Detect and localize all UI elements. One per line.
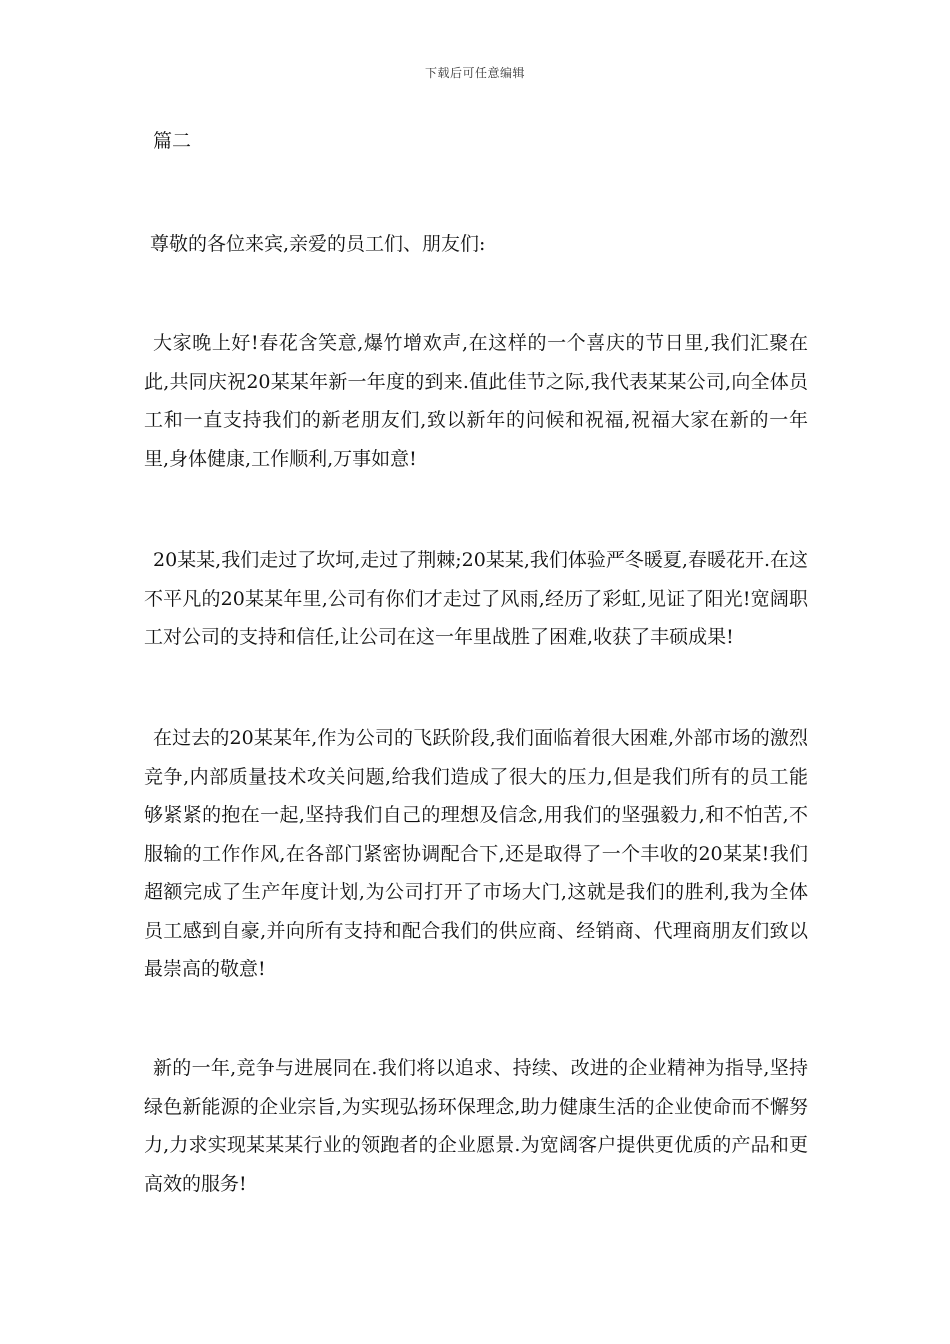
paragraph-greeting: 大家晚上好!春花含笑意,爆竹增欢声,在这样的一个喜庆的节日里,我们汇聚在此,共同庆祝20某某年新一年度的到来.值此佳节之际,我代表某某公司,向全体员工和一直支持我们的新老朋友们,致以新年的问候和祝福,祝福大家在新的一年里,身体健康,工作顺利,万事如意! xyxy=(144,332,808,470)
salutation: 尊敬的各位来宾,亲爱的员工们、朋友们: xyxy=(150,233,486,255)
paragraph-review: 20某某,我们走过了坎坷,走过了荆棘;20某某,我们体验严冬暖夏,春暖花开.在这不平凡的20某某年里,公司有你们才走过了风雨,经历了彩虹,见证了阳光!宽阔职工对公司的支持和信任,让公司在这一年里战胜了困难,收获了丰硕成果! xyxy=(144,549,808,648)
paragraph-achievements: 在过去的20某某年,作为公司的飞跃阶段,我们面临着很大困难,外部市场的激烈竞争,内部质量技术攻关问题,给我们造成了很大的压力,但是我们所有的员工能够紧紧的抱在一起,坚持我们自己的理想及信念,用我们的坚强毅力,和不怕苦,不服输的工作作风,在各部门紧密协调配合下,还是取得了一个丰收的20某某!我们超额完成了生产年度计划,为公司打开了市场大门,这就是我们的胜利,我为全体员工感到自豪,并向所有支持和配合我们的供应商、经销商、代理商朋友们致以最崇高的敬意! xyxy=(144,727,808,980)
header-note: 下载后可任意编辑 xyxy=(424,66,525,80)
section-title: 篇二 xyxy=(153,130,192,152)
paragraph-outlook: 新的一年,竞争与进展同在.我们将以追求、持续、改进的企业精神为指导,坚持绿色新能源的企业宗旨,为实现弘扬环保理念,助力健康生活的企业使命而不懈努力,力求实现某某某行业的领跑者的企业愿景.为宽阔客户提供更优质的产品和更高效的服务! xyxy=(144,1057,808,1195)
